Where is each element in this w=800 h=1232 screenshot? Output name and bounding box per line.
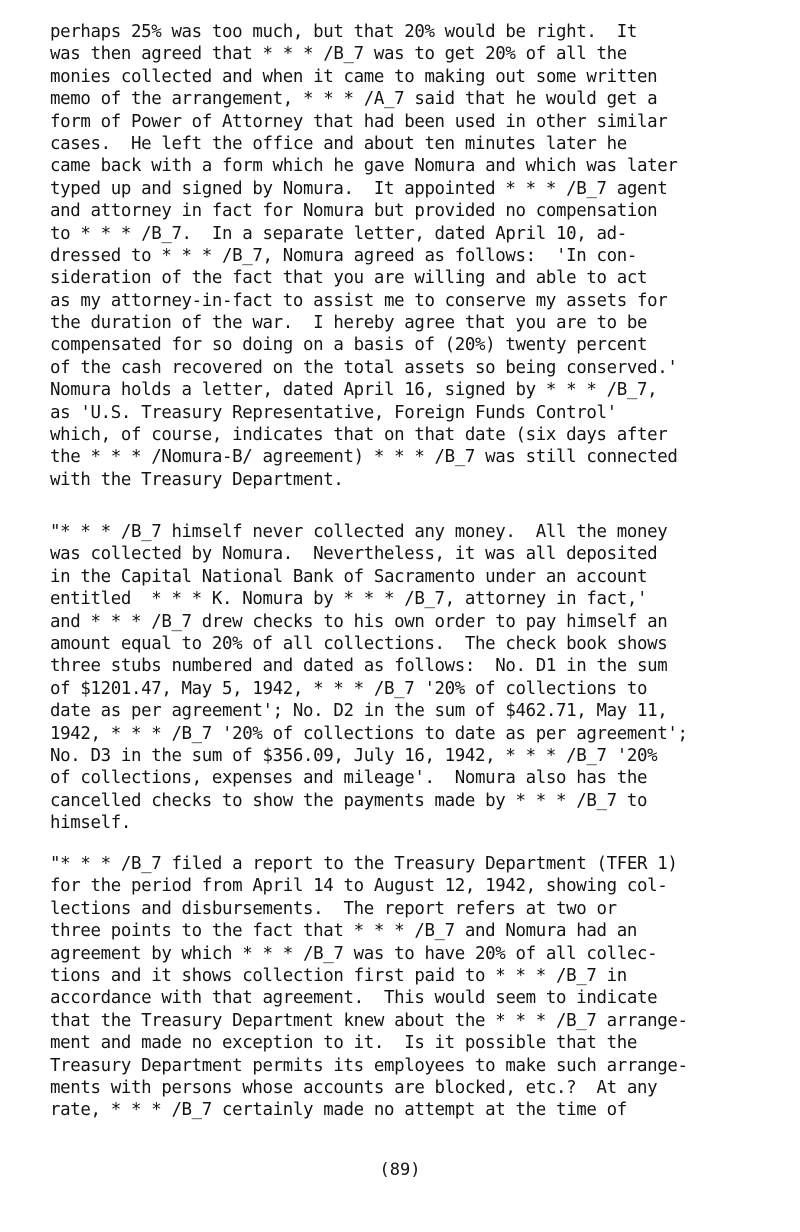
text-line: was collected by Nomura. Nevertheless, it was all deposited xyxy=(50,544,658,565)
text-line: typed up and signed by Nomura. It appointed * * * /B_7 agent xyxy=(50,178,668,199)
text-line: "* * * /B_7 himself never collected any money. All the money xyxy=(50,522,668,542)
text-line: entitled * * * K. Nomura by * * * /B_7, attorney in fact,' xyxy=(50,589,648,610)
text-line: tions and it shows collection first paid to * * * /B_7 in xyxy=(50,965,627,986)
paragraph xyxy=(50,521,770,834)
text-line: cases. He left the office and about ten minutes later he xyxy=(50,133,627,154)
text-line: amount equal to 20% of all collections. The check book shows xyxy=(50,633,668,654)
text-line: No. D3 in the sum of $356.09, July 16, 1942, * * * /B_7 '20% xyxy=(50,745,658,766)
text-line: was then agreed that * * * /B_7 was to get 20% of all the xyxy=(50,44,627,65)
text-line: lections and disbursements. The report refers at two or xyxy=(50,898,617,919)
text-line: agreement by which * * * /B_7 was to have 20% of all collec- xyxy=(50,943,658,964)
text-line: which, of course, indicates that on that date (six days after xyxy=(50,425,668,446)
text-line: the duration of the war. I hereby agree that you are to be xyxy=(50,313,648,334)
page-number: (89) xyxy=(379,1160,421,1180)
text-line: that the Treasury Department knew about the * * * /B_7 arrange- xyxy=(50,1010,688,1031)
text-line: the * * * /Nomura-B/ agreement) * * * /B_7 was still connected xyxy=(50,447,678,468)
text-line: with the Treasury Department. xyxy=(50,469,344,490)
text-line: sideration of the fact that you are willing and able to act xyxy=(50,268,648,289)
text-line: for the period from April 14 to August 12, 1942, showing col- xyxy=(50,876,668,897)
text-line: form of Power of Attorney that had been used in other similar xyxy=(50,111,668,132)
paragraph xyxy=(50,853,770,1122)
text-line: perhaps 25% was too much, but that 20% would be right. It xyxy=(50,22,637,42)
text-line: to * * * /B_7. In a separate letter, dated April 10, ad- xyxy=(50,223,627,244)
text-line: himself. xyxy=(50,813,131,834)
text-line: and * * * /B_7 drew checks to his own order to pay himself an xyxy=(50,611,668,632)
text-line: of the cash recovered on the total assets so being conserved.' xyxy=(50,357,678,378)
text-line: of $1201.47, May 5, 1942, * * * /B_7 '20% of collections to xyxy=(50,678,648,699)
text-line: Nomura holds a letter, dated April 16, signed by * * * /B_7, xyxy=(50,380,658,401)
text-line: ment and made no exception to it. Is it possible that the xyxy=(50,1033,637,1054)
text-line: monies collected and when it came to making out some written xyxy=(50,66,658,87)
text-line: three points to the fact that * * * /B_7 and Nomura had an xyxy=(50,921,637,942)
paragraph xyxy=(50,21,770,491)
text-line: ments with persons whose accounts are blocked, etc.? At any xyxy=(50,1077,658,1098)
text-line: cancelled checks to show the payments made by * * * /B_7 to xyxy=(50,790,648,811)
text-line: and attorney in fact for Nomura but provided no compensation xyxy=(50,201,658,222)
text-line: accordance with that agreement. This would seem to indicate xyxy=(50,988,658,1009)
text-line: dressed to * * * /B_7, Nomura agreed as follows: 'In con- xyxy=(50,245,637,266)
text-line: Treasury Department permits its employees to make such arrange- xyxy=(50,1055,688,1076)
text-line: of collections, expenses and mileage'. Nomura also has the xyxy=(50,768,648,789)
text-line: compensated for so doing on a basis of (20%) twenty percent xyxy=(50,335,648,356)
text-line: memo of the arrangement, * * * /A_7 said that he would get a xyxy=(50,89,658,110)
text-line: date as per agreement'; No. D2 in the sum of $462.71, May 11, xyxy=(50,701,668,722)
text-line: three stubs numbered and dated as follows: No. D1 in the sum xyxy=(50,656,668,677)
text-line: 1942, * * * /B_7 '20% of collections to date as per agreement'; xyxy=(50,723,688,744)
text-line: in the Capital National Bank of Sacramento under an account xyxy=(50,566,648,587)
text-line: "* * * /B_7 filed a report to the Treasury Department (TFER 1) xyxy=(50,854,678,874)
text-line: rate, * * * /B_7 certainly made no attempt at the time of xyxy=(50,1100,627,1121)
text-line: as my attorney-in-fact to assist me to conserve my assets for xyxy=(50,290,668,311)
text-line: came back with a form which he gave Nomura and which was later xyxy=(50,156,678,177)
text-line: as 'U.S. Treasury Representative, Foreign Funds Control' xyxy=(50,402,617,423)
